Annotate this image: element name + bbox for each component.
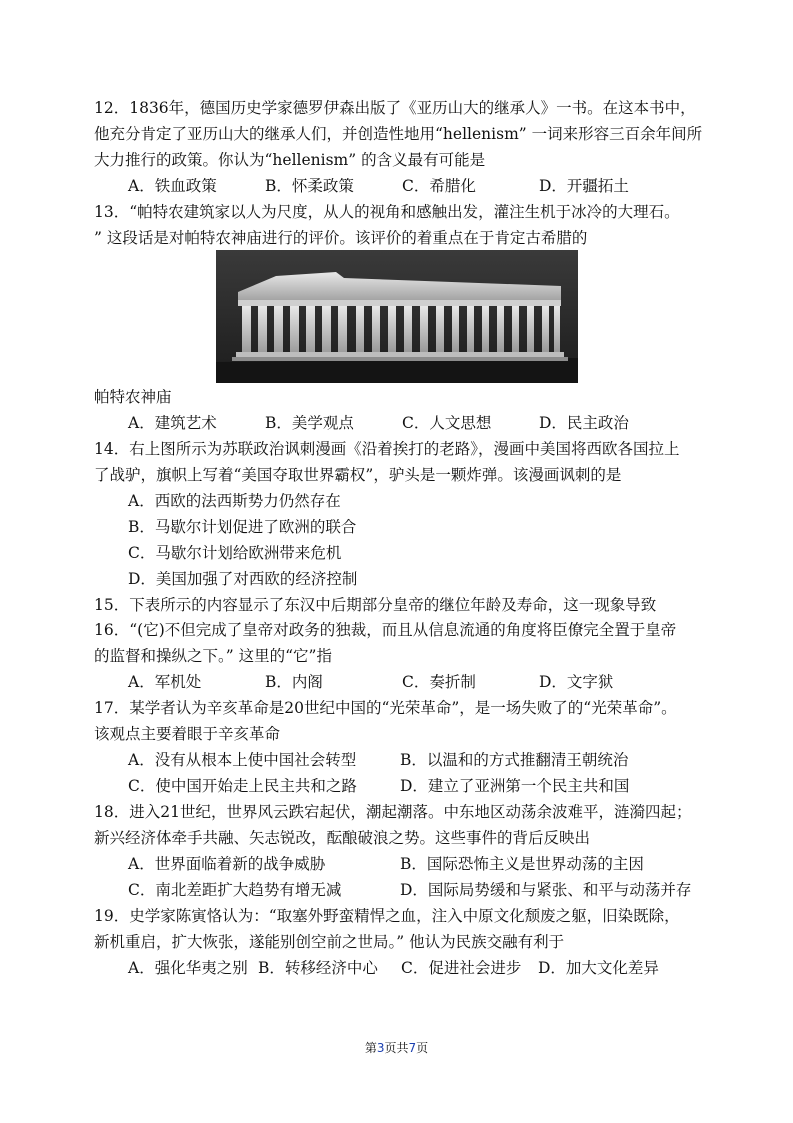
q13-option-a: A．建筑艺术 xyxy=(128,414,217,432)
q17-options-row-2 xyxy=(128,773,708,799)
q14-line-1: 14．右上图所示为苏联政治讽刺漫画《沿着挨打的老路》，漫画中美国将西欧各国拉上 xyxy=(94,440,680,458)
q16-line-1: 16．“(它)不但完成了皇帝对政务的独裁，而且从信息流通的角度将臣僚完全置于皇帝 xyxy=(94,621,677,639)
footer-suffix: 页 xyxy=(416,1041,429,1055)
q19-option-d: D．加大文化差异 xyxy=(538,959,659,977)
q19-option-a: A．强化华夷之别 xyxy=(128,959,248,977)
q13-line-2: ” 这段话是对帕特农神庙进行的评价。该评价的着重点在于肯定古希腊的 xyxy=(94,229,588,247)
q12-option-b: B．怀柔政策 xyxy=(265,177,354,195)
q16-option-c: C．奏折制 xyxy=(402,673,476,691)
footer-page-number: 3 xyxy=(376,1041,385,1055)
q12-line-3: 大力推行的政策。你认为“hellenism” 的含义最有可能是 xyxy=(94,151,486,169)
q17-line-2: 该观点主要着眼于辛亥革命 xyxy=(94,725,281,743)
q18-line-2: 新兴经济体牵手共融、矢志锐改，酝酿破浪之势。这些事件的背后反映出 xyxy=(94,829,591,847)
q18-options-row-2 xyxy=(128,877,708,903)
q13-caption: 帕特农神庙 xyxy=(94,388,172,406)
q12-line-2: 他充分肯定了亚历山大的继承人们，并创造性地用“hellenism” 一词来形容三百余年间所 xyxy=(94,125,703,143)
q12-options xyxy=(128,173,708,199)
q18-option-d: D．国际局势缓和与紧张、和平与动荡并存 xyxy=(400,881,692,899)
q12-option-a: A．铁血政策 xyxy=(128,177,217,195)
q19-line-1: 19．史学家陈寅恪认为：“取塞外野蛮精悍之血，注入中原文化颓废之躯，旧染既除， xyxy=(94,907,680,925)
q14-line-2: 了战驴，旗帜上写着“美国夺取世界霸权”，驴头是一颗炸弹。该漫画讽刺的是 xyxy=(94,466,622,484)
q13-option-b: B．美学观点 xyxy=(265,414,354,432)
q18-line-1: 18．进入21世纪，世界风云跌宕起伏，潮起潮落。中东地区动荡余波难平，涟漪四起； xyxy=(94,803,692,821)
q18-option-b: B．国际恐怖主义是世界动荡的主因 xyxy=(400,855,644,873)
q19-options xyxy=(128,955,708,981)
q15-line-1: 15．下表所示的内容显示了东汉中后期部分皇帝的继位年龄及寿命，这一现象导致 xyxy=(94,596,657,614)
q19-line-2: 新机重启，扩大恢张，遂能别创空前之世局。” 他认为民族交融有利于 xyxy=(94,933,565,951)
footer-total-pages: 7 xyxy=(408,1041,417,1055)
q12-option-d: D．开疆拓土 xyxy=(539,177,629,195)
q16-line-2: 的监督和操纵之下。” 这里的“它”指 xyxy=(94,647,332,665)
q14-option-d: D．美国加强了对西欧的经济控制 xyxy=(128,570,358,588)
q16-option-d: D．文字狱 xyxy=(539,673,614,691)
q16-options xyxy=(128,669,708,695)
q13-options xyxy=(128,410,708,436)
parthenon-photo xyxy=(216,250,578,383)
q19-option-b: B．转移经济中心 xyxy=(258,959,378,977)
q17-option-c: C．使中国开始走上民主共和之路 xyxy=(128,777,357,795)
footer-prefix: 第 xyxy=(364,1041,377,1055)
q13-option-c: C．人文思想 xyxy=(402,414,492,432)
footer-middle: 页共 xyxy=(384,1041,409,1055)
q12-line-1: 12．1836年，德国历史学家德罗伊森出版了《亚历山大的继承人》一书。在这本书中， xyxy=(94,99,696,117)
q13-line-1: 13．“帕特农建筑家以人为尺度，从人的视角和感触出发，灌注生机于冰冷的大理石。 xyxy=(94,203,680,221)
q14-option-b: B．马歇尔计划促进了欧洲的联合 xyxy=(128,518,357,536)
q18-option-a: A．世界面临着新的战争威胁 xyxy=(128,855,326,873)
q13-option-d: D．民主政治 xyxy=(539,414,629,432)
q14-option-c: C．马歇尔计划给欧洲带来危机 xyxy=(128,544,342,562)
q12-option-c: C．希腊化 xyxy=(402,177,476,195)
q16-option-b: B．内阁 xyxy=(265,673,323,691)
page-footer xyxy=(0,1039,793,1056)
q14-option-a: A．西欧的法西斯势力仍然存在 xyxy=(128,492,341,510)
q16-option-a: A．军机处 xyxy=(128,673,202,691)
q18-option-c: C．南北差距扩大趋势有增无减 xyxy=(128,881,342,899)
q17-options-row-1 xyxy=(128,747,708,773)
q17-option-a: A．没有从根本上使中国社会转型 xyxy=(128,751,357,769)
q17-option-d: D．建立了亚洲第一个民主共和国 xyxy=(400,777,630,795)
q17-option-b: B．以温和的方式推翻清王朝统治 xyxy=(400,751,629,769)
q17-line-1: 17．某学者认为辛亥革命是20世纪中国的“光荣革命”，是一场失败了的“光荣革命”。 xyxy=(94,699,677,717)
q19-option-c: C．促进社会进步 xyxy=(401,959,522,977)
q18-options-row-1 xyxy=(128,851,708,877)
